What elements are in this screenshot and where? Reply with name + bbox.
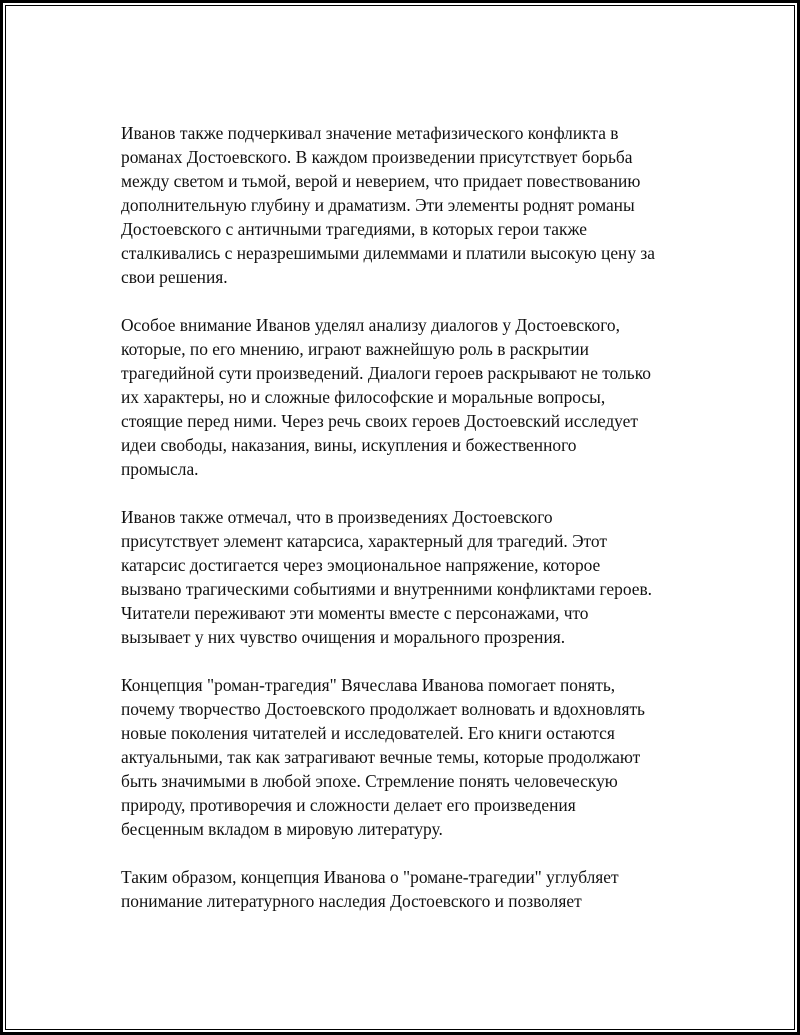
text-line: почему творчество Достоевского продолжает волновать и вдохновлять	[121, 699, 645, 719]
text-line: между светом и тьмой, верой и неверием, что придает повествованию	[121, 171, 641, 191]
text-line: вызвано трагическими событиями и внутренними конфликтами героев.	[121, 579, 652, 599]
text-line: сталкивались с неразрешимыми дилеммами и платили высокую цену за	[121, 243, 655, 263]
text-line: вызывает у них чувство очищения и морального прозрения.	[121, 627, 566, 647]
text-line: бесценным вкладом в мировую литературу.	[121, 819, 443, 839]
text-line: которые, по его мнению, играют важнейшую роль в раскрытии	[121, 339, 589, 359]
text-line: новые поколения читателей и исследователей. Его книги остаются	[121, 723, 615, 743]
text-line: Особое внимание Иванов уделял анализу диалогов у Достоевского,	[121, 315, 620, 335]
text-line: Таким образом, концепция Иванова о "романе-трагедии" углубляет	[121, 867, 619, 887]
text-line: быть значимыми в любой эпохе. Стремление понять человеческую	[121, 771, 618, 791]
text-line: Иванов также подчеркивал значение метафизического конфликта в	[121, 123, 619, 143]
paragraph	[121, 505, 701, 649]
document-body	[121, 121, 701, 937]
text-line: свои решения.	[121, 267, 228, 287]
text-line: понимание литературного наследия Достоевского и позволяет	[121, 891, 582, 911]
text-line: Достоевского с античными трагедиями, в которых герои также	[121, 219, 587, 239]
text-line: катарсис достигается через эмоциональное напряжение, которое	[121, 555, 601, 575]
text-line: трагедийной сути произведений. Диалоги героев раскрывают не только	[121, 363, 651, 383]
text-line: стоящие перед ними. Через речь своих героев Достоевский исследует	[121, 411, 638, 431]
paragraph	[121, 865, 701, 913]
text-line: Концепция "роман-трагедия" Вячеслава Иванова помогает понять,	[121, 675, 616, 695]
paragraph	[121, 121, 701, 289]
text-line: актуальными, так как затрагивают вечные темы, которые продолжают	[121, 747, 641, 767]
text-line: идеи свободы, наказания, вины, искупления и божественного	[121, 435, 577, 455]
text-line: дополнительную глубину и драматизм. Эти элементы роднят романы	[121, 195, 635, 215]
paragraph	[121, 313, 701, 481]
text-line: присутствует элемент катарсиса, характерный для трагедий. Этот	[121, 531, 607, 551]
text-line: Иванов также отмечал, что в произведениях Достоевского	[121, 507, 553, 527]
text-line: Читатели переживают эти моменты вместе с персонажами, что	[121, 603, 589, 623]
text-line: романах Достоевского. В каждом произведении присутствует борьба	[121, 147, 633, 167]
text-line: природу, противоречия и сложности делает его произведения	[121, 795, 576, 815]
text-line: их характеры, но и сложные философские и моральные вопросы,	[121, 387, 606, 407]
paragraph	[121, 673, 701, 841]
text-line: промысла.	[121, 459, 199, 479]
